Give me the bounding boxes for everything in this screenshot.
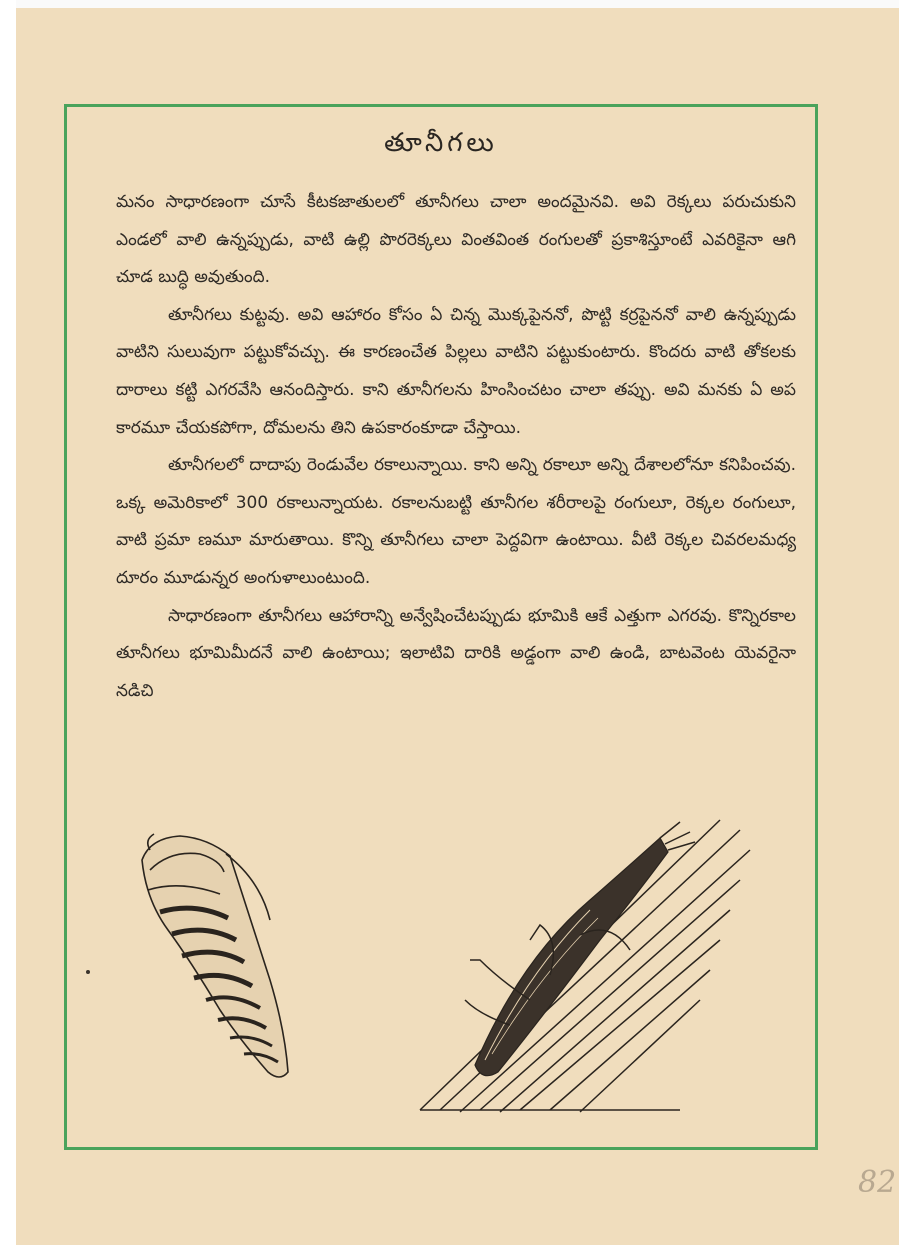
speck: [86, 970, 90, 974]
paragraph-1: మనం సాధారణంగా చూసే కీటకజాతులలో తూనీగలు చాలా అందమైనవి. అవి రెక్కలు పరుచుకుని ఎండలో వాలి ఉన్నప్పుడు, వాటి ఉల్లి పొరరెక్కలు వింతవింత రంగులతో ప్రకాశిస్తూంటే ఎవరికైనా ఆగి చూడ బుద్ధి అవుతుంది.: [116, 192, 796, 288]
page-number: 82: [858, 1165, 897, 1200]
scan-top-edge: [16, 0, 899, 8]
paragraph-2: తూనీగలు కుట్టవు. అవి ఆహారం కోసం ఏ చిన్న మొక్కపైననో, పొట్టి కర్రపైననో వాలి ఉన్నప్పుడు వాటిని సులువుగా పట్టుకోవచ్చు. ఈ కారణంచేత పిల్లలు వాటిని పట్టుకుంటారు. కొందరు వాటి తోకలకు దారాలు కట్టి ఎగరవేసి ఆనందిస్తారు. కాని తూనీగలను హింసించటం చాలా తప్పు. అవి మనకు ఏ అప కారమూ చేయకపోగా, దోమలను తిని ఉపకారంకూడా చేస్తాయి.: [116, 304, 796, 438]
body-text: [116, 184, 796, 710]
page-title: తూనీగలు: [384, 128, 498, 158]
paragraph-3: తూనీగలలో దాదాపు రెండువేల రకాలున్నాయి. కాని అన్ని రకాలూ అన్ని దేశాలలోనూ కనిపించవు. ఒక్క అమెరికాలో 300 రకాలున్నాయట. రకాలనుబట్టి తూనీగల శరీరాలపై రంగులూ, రెక్కల రంగులూ, వాటి ప్రమా ణమూ మారుతాయి. కొన్ని తూనీగలు చాలా పెద్దవిగా ఉంటాయి. వీటి రెక్కల చివరలమధ్య దూరం మూడున్నర అంగుళాలుంటుంది.: [116, 455, 796, 588]
dragonfly-nymph-illustration: [120, 810, 780, 1130]
paragraph-4: సాధారణంగా తూనీగలు ఆహారాన్ని అన్వేషించేటప్పుడు భూమికి ఆకే ఎత్తుగా ఎగరవు. కొన్నిరకాల తూనీగలు భూమిమీదనే వాలి ఉంటాయి; ఇలాటివి దారికి అడ్డంగా వాలి ఉండి, బాటవెంట యెవరైనా నడిచి: [116, 605, 796, 701]
nymph-on-stem-drawing: [420, 820, 750, 1112]
exuvia-drawing: [142, 834, 288, 1077]
